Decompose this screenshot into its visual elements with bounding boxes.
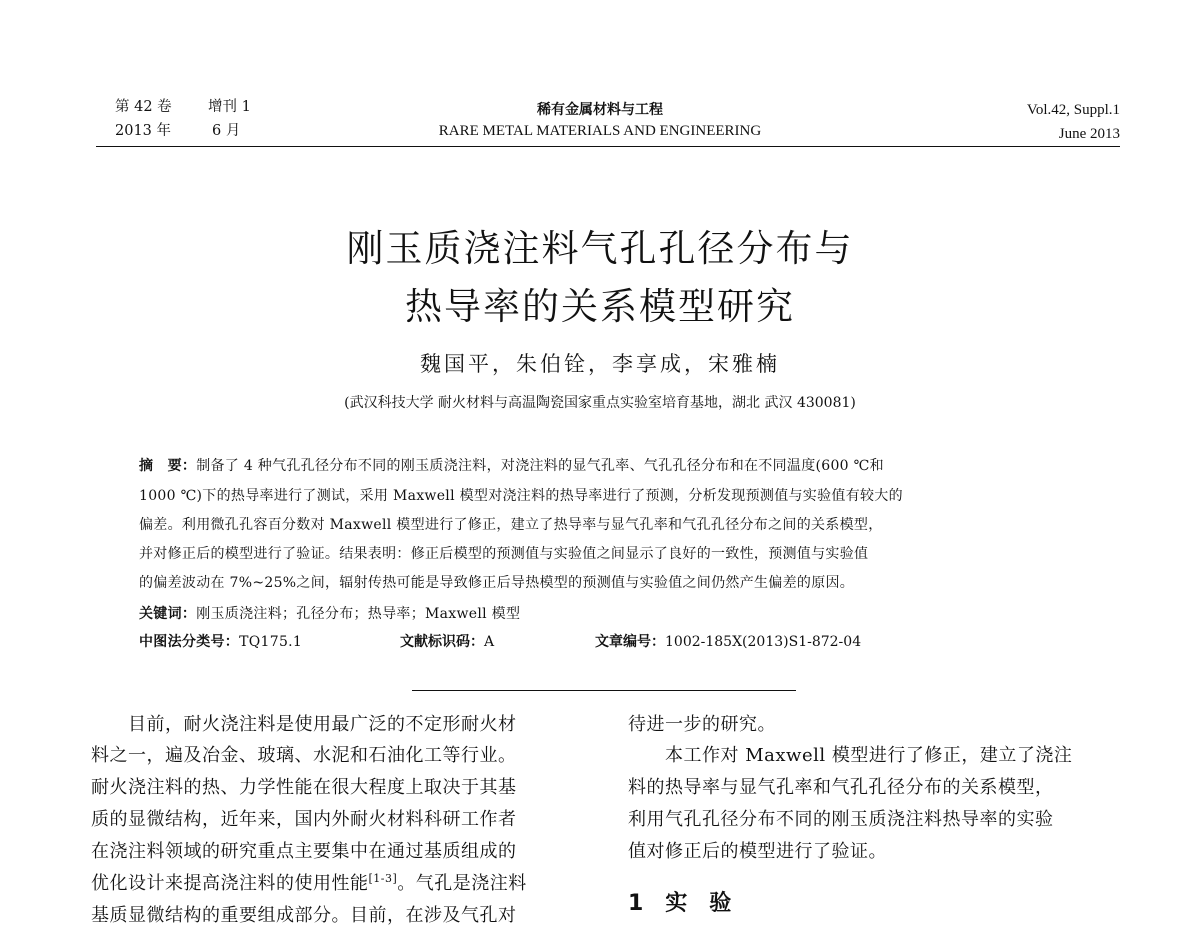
abstract-line: 并对修正后的模型进行了验证。结果表明：修正后模型的预测值与实验值之间显示了良好的一致性，预测值与实验值 (139, 546, 869, 562)
abstract-text: 制备了 4 种气孔孔径分布不同的刚玉质浇注料，对浇注料的显气孔率、气孔孔径分布和在不同温度(600 ℃和 (196, 458, 884, 474)
section-heading: 1 实 验 (628, 891, 732, 916)
abstract-line (139, 455, 884, 475)
body-right-line: 料的热导率与显气孔率和气孔孔径分布的关系模型， (628, 777, 1054, 798)
body-right-line: 值对修正后的模型进行了验证。 (628, 841, 887, 862)
header-month-cn: 6 月 (212, 123, 241, 139)
body-left-line: 耐火浇注料的热、力学性能在很大程度上取决于其基 (91, 777, 517, 798)
clc-line (139, 631, 302, 651)
header-year-cn: 2013 年 (115, 123, 172, 139)
body-right-line: 利用气孔孔径分布不同的刚玉质浇注料热导率的实验 (628, 809, 1054, 830)
header-volume-cn: 第 42 卷 (115, 99, 172, 115)
doc-code-value: A (484, 634, 495, 650)
abstract-line: 偏差。利用微孔孔容百分数对 Maxwell 模型进行了修正，建立了热导率与显气孔率和气孔孔径分布之间的关系模型， (139, 517, 883, 533)
keywords-value: 刚玉质浇注料；孔径分布；热导率；Maxwell 模型 (196, 606, 521, 622)
journal-title-en: RARE METAL MATERIALS AND ENGINEERING (438, 123, 762, 139)
journal-title-cn: 稀有金属材料与工程 (537, 102, 663, 118)
body-left-line: 在浇注料领域的研究重点主要集中在通过基质组成的 (91, 841, 517, 862)
keywords-line (139, 603, 520, 623)
body-left-line: 料之一，遍及冶金、玻璃、水泥和石油化工等行业。 (91, 745, 517, 766)
article-number-value: 1002-185X(2013)S1-872-04 (665, 634, 862, 650)
abstract-line: 1000 ℃)下的热导率进行了测试，采用 Maxwell 模型对浇注料的热导率进行了预测，分析发现预测值与实验值有较大的 (139, 488, 903, 504)
body-left-text: 。气孔是浇注料 (397, 873, 527, 894)
doc-code-label: 文献标识码： (400, 634, 484, 650)
body-left-line (91, 869, 527, 895)
article-number-label: 文章编号： (595, 634, 665, 650)
abstract-label: 摘 要： (139, 458, 197, 474)
abstract-line: 的偏差波动在 7%~25%之间，辐射传热可能是导致修正后导热模型的预测值与实验值之间仍然产生偏差的原因。 (139, 575, 855, 591)
paper-title-line-2: 热导率的关系模型研究 (405, 285, 795, 328)
body-left-line: 基质显微结构的重要组成部分。目前，在涉及气孔对 (91, 905, 517, 926)
citation-ref: [1-3] (368, 872, 398, 885)
body-right-line: 本工作对 Maxwell 模型进行了修正，建立了浇注 (628, 745, 1073, 766)
article-number-line (595, 631, 861, 651)
keywords-label: 关键词： (139, 606, 197, 622)
body-left-line: 目前，耐火浇注料是使用最广泛的不定形耐火材 (91, 714, 517, 735)
header-date-en: June 2013 (1058, 126, 1120, 142)
doc-code-line (400, 631, 494, 651)
paper-title-line-1: 刚玉质浇注料气孔孔径分布与 (346, 227, 854, 270)
body-left-text: 优化设计来提高浇注料的使用性能 (91, 873, 369, 894)
body-right-line: 待进一步的研究。 (628, 714, 776, 735)
header-rule (96, 146, 1120, 147)
header-supplement-cn: 增刊 1 (208, 99, 251, 115)
clc-value: TQ175.1 (239, 634, 303, 650)
clc-label: 中图法分类号： (139, 634, 240, 650)
abstract-separator (412, 690, 796, 691)
header-volume-en: Vol.42, Suppl.1 (1026, 102, 1120, 118)
body-left-line: 质的显微结构，近年来，国内外耐火材料科研工作者 (91, 809, 517, 830)
affiliation: (武汉科技大学 耐火材料与高温陶瓷国家重点实验室培育基地，湖北 武汉 430081) (344, 395, 856, 411)
author-list: 魏国平，朱伯铨，李享成，宋雅楠 (420, 352, 780, 376)
